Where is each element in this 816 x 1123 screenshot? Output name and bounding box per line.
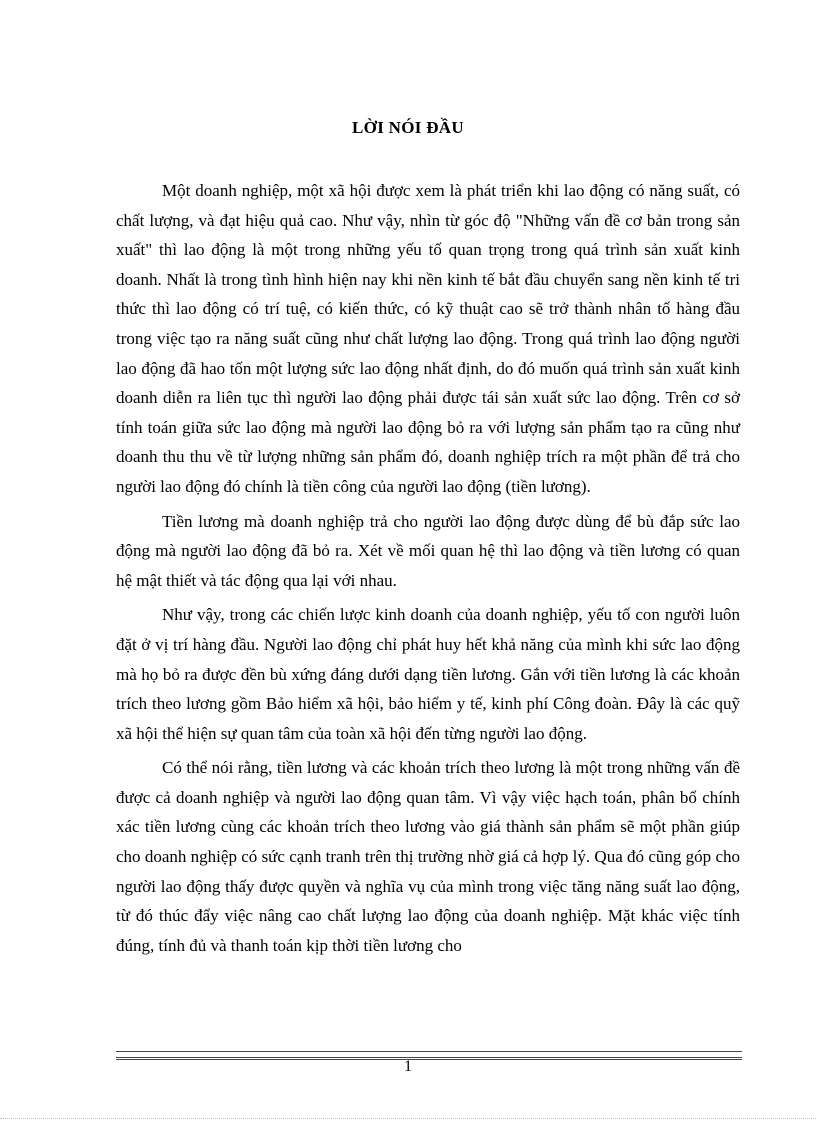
paragraph-3: Như vậy, trong các chiến lược kinh doanh của doanh nghiệp, yếu tố con người luôn đặt ở vị trí hàng đầu. Người lao động chỉ phát huy hết khả năng của mình khi sức lao động mà họ bỏ ra được đền bù xứng đáng dưới dạng tiền lương. Gắn với tiền lương là các khoản trích theo lương gồm Bảo hiểm xã hội, bảo hiểm y tế, kinh phí Công đoàn. Đây là các quỹ xã hội thể hiện sự quan tâm của toàn xã hội đến từng người lao động. xyxy=(116,605,740,743)
page-number: 1 xyxy=(404,1058,412,1075)
paragraph-2: Tiền lương mà doanh nghiệp trả cho người lao động được dùng để bù đắp sức lao động mà người lao động đã bỏ ra. Xét về mối quan hệ thì lao động và tiền lương có quan hệ mật thiết và tác động qua lại với nhau. xyxy=(116,511,740,590)
page-break-line xyxy=(0,1118,816,1119)
document-body xyxy=(116,176,740,960)
page-title: LỜI NÓI ĐẦU xyxy=(352,118,464,137)
paragraph-1: Một doanh nghiệp, một xã hội được xem là phát triển khi lao động có năng suất, có chất lượng, và đạt hiệu quả cao. Như vậy, nhìn từ góc độ "Những vấn đề cơ bản trong sản xuất" thì lao động là một trong những yếu tố quan trọng trong quá trình sản xuất kinh doanh. Nhất là trong tình hình hiện nay khi nền kinh tế bắt đầu chuyển sang nền kinh tế tri thức thì lao động có trí tuệ, có kiến thức, có kỹ thuật cao sẽ trở thành nhân tố hàng đầu trong việc tạo ra năng suất cũng như chất lượng lao động. Trong quá trình lao động người lao động đã hao tốn một lượng sức lao động nhất định, do đó muốn quá trình sản xuất kinh doanh diễn ra liên tục thì người lao động phải được tái sản xuất sức lao động. Trên cơ sở tính toán giữa sức lao động mà người lao động bỏ ra với lượng sản phẩm tạo ra cũng như doanh thu thu về từ lượng những sản phẩm đó, doanh nghiệp trích ra một phần để trả cho người lao động đó chính là tiền công của người lao động (tiền lương). xyxy=(116,181,740,496)
paragraph-4: Có thể nói rằng, tiền lương và các khoản trích theo lương là một trong những vấn đề được cả doanh nghiệp và người lao động quan tâm. Vì vậy việc hạch toán, phân bổ chính xác tiền lương cùng các khoản trích theo lương vào giá thành sản phẩm sẽ một phần giúp cho doanh nghiệp có sức cạnh tranh trên thị trường nhờ giá cả hợp lý. Qua đó cũng góp cho người lao động thấy được quyền và nghĩa vụ của mình trong việc tăng năng suất lao động, từ đó thúc đẩy việc nâng cao chất lượng lao động của doanh nghiệp. Mặt khác việc tính đúng, tính đủ và thanh toán kịp thời tiền lương cho xyxy=(116,758,740,955)
